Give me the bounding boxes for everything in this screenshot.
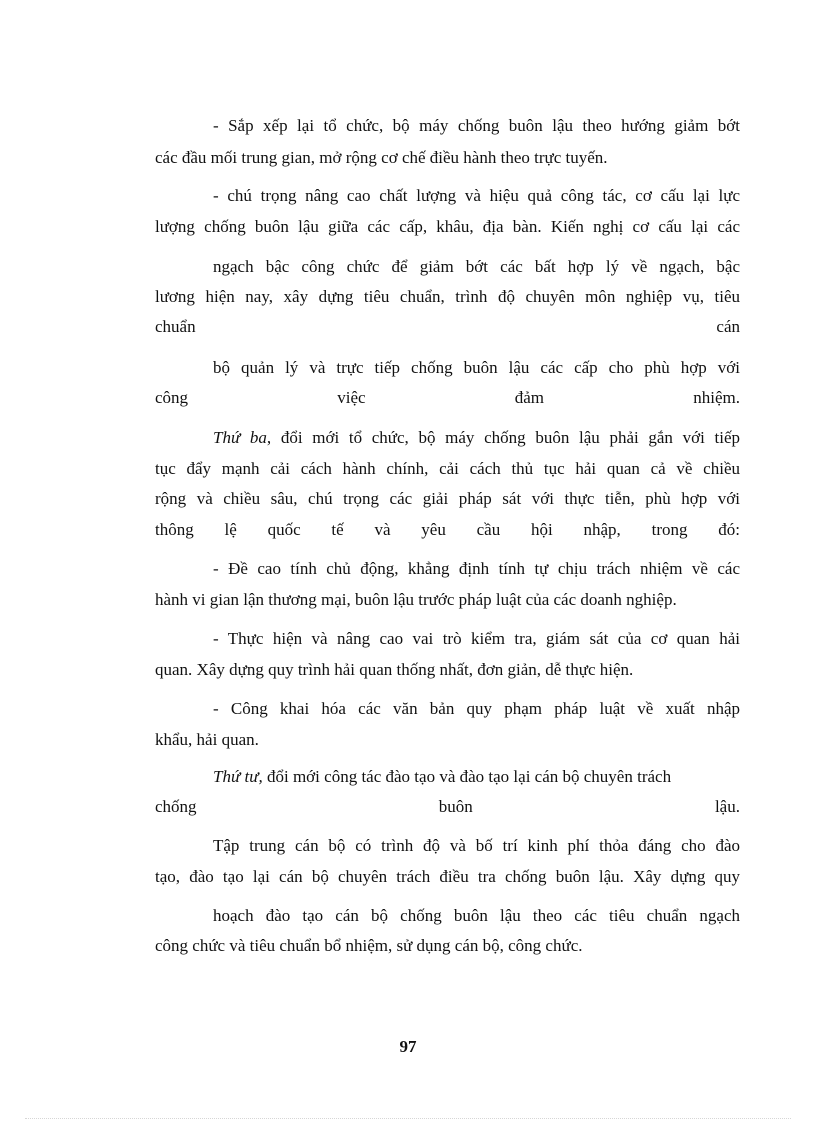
text-line: hành vi gian lận thương mại, buôn lậu trước pháp luật của các doanh nghiệp. xyxy=(155,590,677,609)
word: và xyxy=(374,520,391,539)
word: trong xyxy=(651,520,688,539)
word: lệ xyxy=(224,520,237,539)
word: chuẩn xyxy=(155,317,196,336)
text-line: - chú trọng nâng cao chất lượng và hiệu quả công tác, cơ cấu lại lực xyxy=(213,186,740,205)
text-line xyxy=(213,425,740,451)
heading-italic: Thứ tư, xyxy=(213,767,263,786)
word: yêu xyxy=(421,520,446,539)
word: nhập, xyxy=(583,520,621,539)
text-line: lương hiện nay, xây dựng tiêu chuẩn, trình độ chuyên môn nghiệp vụ, tiêu xyxy=(155,287,740,306)
text-line: - Thực hiện và nâng cao vai trò kiểm tra, giám sát của cơ quan hải xyxy=(213,629,740,648)
text-run: đổi mới công tác đào tạo và đào tạo lại cán bộ chuyên trách xyxy=(262,767,672,786)
word: cán xyxy=(716,317,740,336)
text-line xyxy=(213,764,740,790)
text-line: quan. Xây dựng quy trình hải quan thống nhất, đơn giản, dễ thực hiện. xyxy=(155,660,634,679)
word: quốc xyxy=(267,520,301,539)
text-line: - Sắp xếp lại tổ chức, bộ máy chống buôn lậu theo hướng giảm bớt xyxy=(213,116,740,135)
text-line: rộng và chiều sâu, chú trọng các giải pháp sát với thực tiễn, phù hợp với xyxy=(155,489,740,508)
text-line: tạo, đào tạo lại cán bộ chuyên trách điều tra chống buôn lậu. Xây dựng quy xyxy=(155,867,740,886)
text-line: tục đẩy mạnh cải cách hành chính, cải cách thủ tục hải quan cả về chiều xyxy=(155,459,740,478)
text-line: các đầu mối trung gian, mở rộng cơ chế điều hành theo trực tuyến. xyxy=(155,148,608,167)
text-line: ngạch bậc công chức để giảm bớt các bất hợp lý về ngạch, bậc xyxy=(213,257,740,276)
text-line: khẩu, hải quan. xyxy=(155,730,259,749)
word: nhiệm. xyxy=(693,388,740,407)
word: thông xyxy=(155,520,194,539)
word: hội xyxy=(531,520,553,539)
text-line-spread xyxy=(155,517,740,543)
word: việc xyxy=(337,388,366,407)
text-line-spread xyxy=(155,314,740,340)
word: đảm xyxy=(514,388,545,407)
text-line: - Đề cao tính chủ động, khẳng định tính tự chịu trách nhiệm về các xyxy=(213,559,740,578)
word: tế xyxy=(331,520,344,539)
heading-italic: Thứ ba xyxy=(213,428,267,447)
word: buôn xyxy=(438,797,473,816)
page-bottom-divider xyxy=(25,1118,791,1119)
text-line: Tập trung cán bộ có trình độ và bố trí kinh phí thỏa đáng cho đào xyxy=(213,836,740,855)
word: lậu. xyxy=(714,797,740,816)
word: công xyxy=(155,388,189,407)
text-line: hoạch đào tạo cán bộ chống buôn lậu theo các tiêu chuẩn ngạch xyxy=(213,906,740,925)
word: chống xyxy=(155,797,197,816)
word: đó: xyxy=(718,520,740,539)
text-run: , đổi mới tổ chức, bộ máy chống buôn lậu phải gắn với tiếp xyxy=(266,428,740,447)
word: cầu xyxy=(476,520,501,539)
text-line: - Công khai hóa các văn bản quy phạm pháp luật về xuất nhập xyxy=(213,699,740,718)
text-line: công chức và tiêu chuẩn bổ nhiệm, sử dụng cán bộ, công chức. xyxy=(155,936,583,955)
text-line-spread xyxy=(155,794,740,820)
text-line: bộ quản lý và trực tiếp chống buôn lậu các cấp cho phù hợp với xyxy=(213,358,740,377)
text-line-spread xyxy=(155,385,740,411)
page-number: 97 xyxy=(399,1037,417,1056)
text-line: lượng chống buôn lậu giữa các cấp, khâu, địa bàn. Kiến nghị cơ cấu lại các xyxy=(155,217,740,236)
